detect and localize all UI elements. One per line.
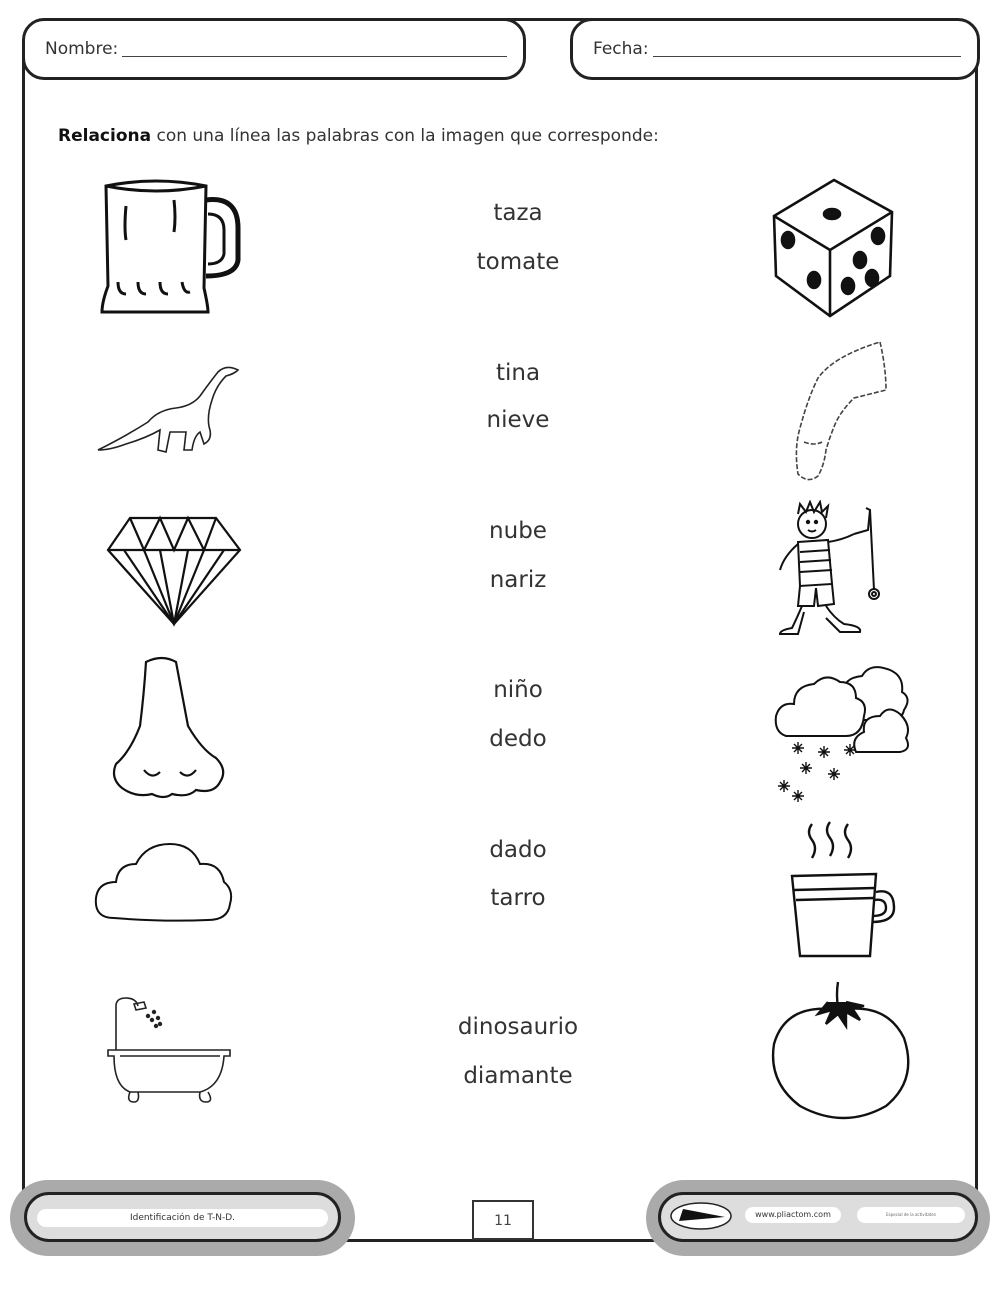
dice-icon xyxy=(768,176,898,318)
dinosaur-icon xyxy=(96,360,244,456)
cloud-icon xyxy=(92,836,234,928)
word-3a[interactable]: nube xyxy=(489,518,547,544)
footer-right-inner xyxy=(658,1192,978,1242)
date-field-line[interactable] xyxy=(653,42,961,57)
instruction-bold: Relaciona xyxy=(58,126,152,146)
word-1a[interactable]: taza xyxy=(493,200,543,226)
bathtub-icon xyxy=(104,994,234,1108)
footer-url[interactable]: www.pliactom.com xyxy=(745,1207,841,1223)
nose-icon xyxy=(106,654,228,800)
date-box xyxy=(570,18,980,80)
instruction-text xyxy=(58,126,659,146)
instruction-rest: con una línea las palabras con la imagen que corresponde: xyxy=(151,126,659,146)
boy-with-yoyo-icon xyxy=(770,500,896,642)
name-box xyxy=(22,18,526,80)
word-5b[interactable]: tarro xyxy=(490,885,546,911)
word-5a[interactable]: dado xyxy=(489,837,547,863)
word-6a[interactable]: dinosaurio xyxy=(457,1014,579,1040)
name-label: Nombre: xyxy=(45,39,119,59)
finger-icon xyxy=(790,338,894,484)
word-4a[interactable]: niño xyxy=(493,677,543,703)
word-1b[interactable]: tomate xyxy=(476,249,560,275)
word-3b[interactable]: nariz xyxy=(489,567,547,593)
footer-credit: Especial de la activitates xyxy=(857,1207,965,1223)
publisher-logo-icon xyxy=(669,1201,733,1231)
footer-left-inner xyxy=(24,1192,341,1242)
word-6b[interactable]: diamante xyxy=(463,1063,573,1089)
tomato-icon xyxy=(766,980,914,1120)
page-number: 11 xyxy=(472,1200,534,1240)
footer-right-banner xyxy=(646,1180,990,1256)
snow-cloud-icon xyxy=(772,660,912,806)
word-2b[interactable]: nieve xyxy=(486,407,550,433)
name-field-line[interactable] xyxy=(122,42,507,57)
footer-left-banner xyxy=(10,1180,355,1256)
word-2a[interactable]: tina xyxy=(495,360,541,386)
diamond-icon xyxy=(104,512,244,628)
footer-left-text: Identificación de T-N-D. xyxy=(37,1209,328,1227)
date-label: Fecha: xyxy=(593,39,649,59)
word-4b[interactable]: dedo xyxy=(489,726,547,752)
mug-icon xyxy=(96,178,246,320)
hot-cup-icon xyxy=(782,818,900,964)
